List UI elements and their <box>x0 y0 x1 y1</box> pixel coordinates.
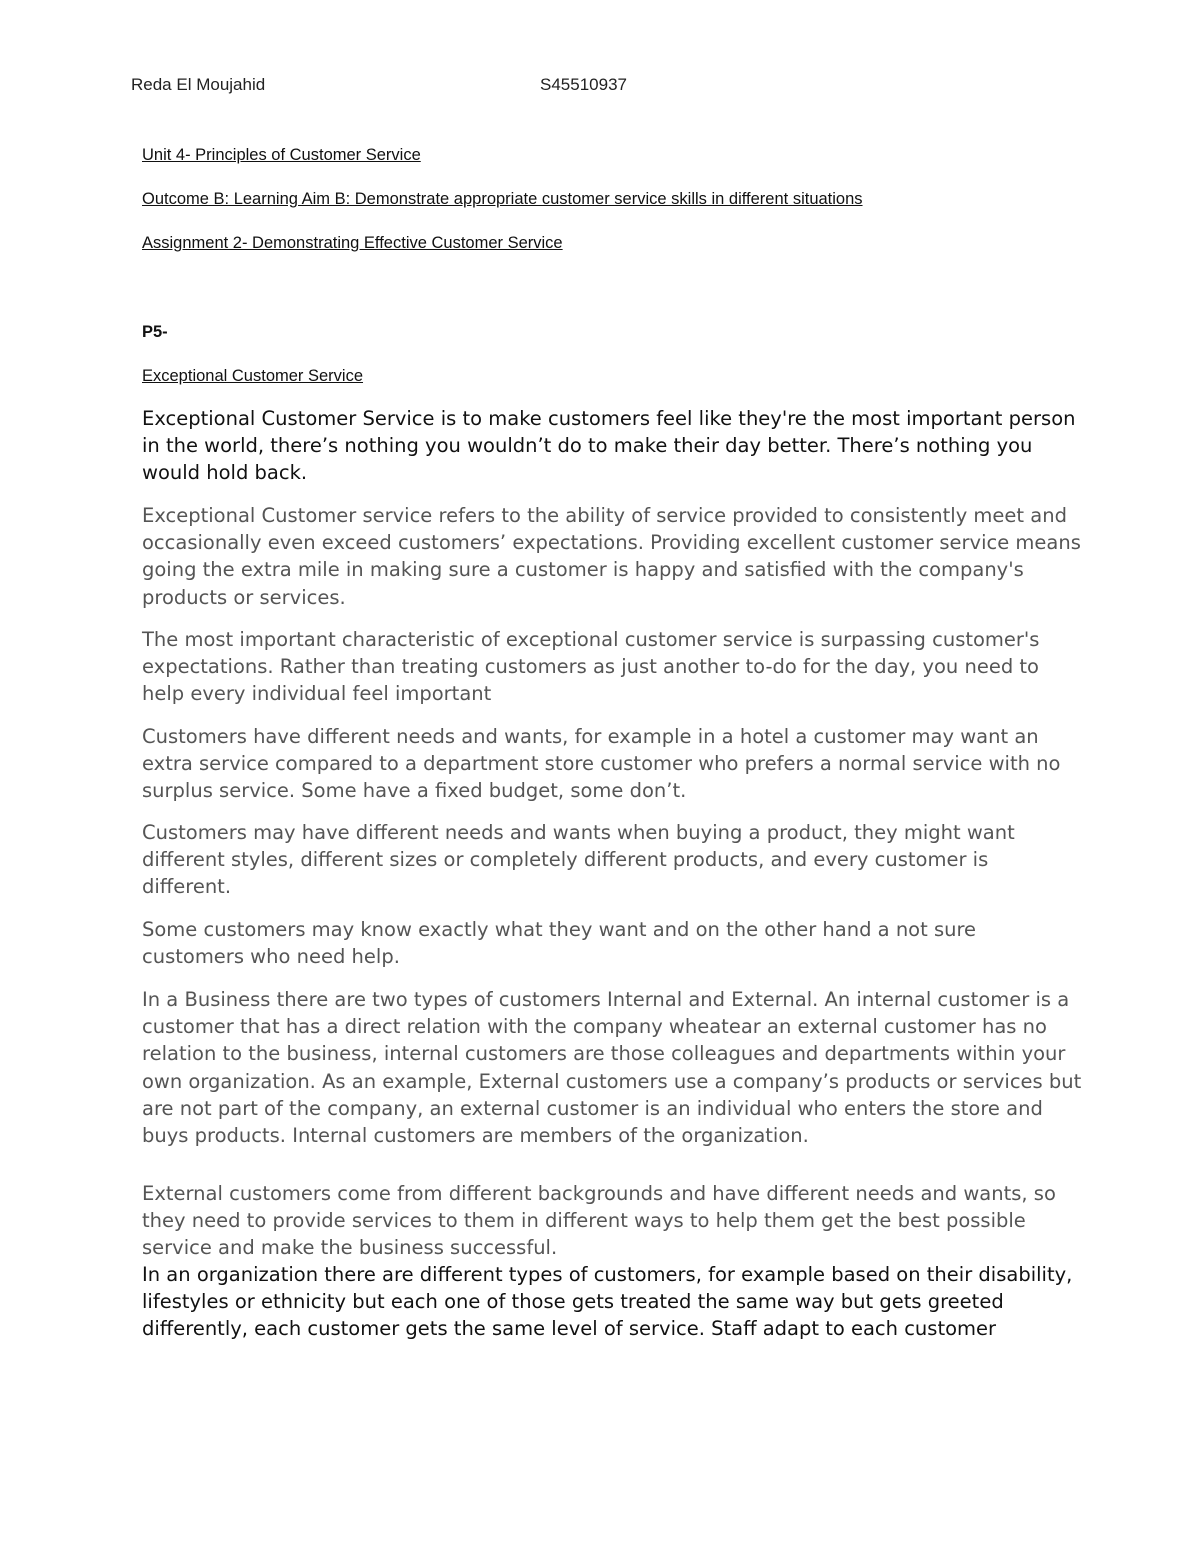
student-id: S45510937 <box>540 75 627 94</box>
paragraph-external-backgrounds: External customers come from different backgrounds and have different needs and wants, so they need to provide services to them in different ways to help them get the best possible service and make the business successful. <box>142 1182 1056 1260</box>
paragraph-customer-types: In an organization there are different types of customers, for example based on their disability, lifestyles or ethnicity but each one of those gets treated the same way but gets greeted differently, each customer gets the same level of service. Staff adapt to each customer <box>142 1263 1073 1341</box>
paragraph-meaning: Exceptional Customer service refers to the ability of service provided to consistently meet and occasionally even exceed customers’ expectations. Providing excellent customer service means going the extra mile in making sure a customer is happy and satisfied with the company's products or services. <box>142 504 1081 609</box>
paragraph-characteristic: The most important characteristic of exceptional customer service is surpassing customer's expectations. Rather than treating customers as just another to-do for the day, you need to help every individual feel important <box>142 628 1040 706</box>
section-title: Exceptional Customer Service <box>142 367 364 385</box>
assignment-heading: Assignment 2- Demonstrating Effective Customer Service <box>142 234 563 252</box>
paragraph-product-needs: Customers may have different needs and wants when buying a product, they might want different styles, different sizes or completely different products, and every customer is different. <box>142 821 1015 899</box>
paragraph-know-what-they-want: Some customers may know exactly what they want and on the other hand a not sure customers who need help. <box>142 918 977 969</box>
outcome-heading: Outcome B: Learning Aim B: Demonstrate appropriate customer service skills in different situations <box>142 190 863 208</box>
author-name: Reda El Moujahid <box>131 75 266 94</box>
paragraph-internal-external: In a Business there are two types of customers Internal and External. An internal customer is a customer that has a direct relation with the company wheatear an external customer has no relation to the business, internal customers are those colleagues and departments within your own organization. As an example, External customers use a company’s products or services but are not part of the company, an external customer is an individual who enters the store and buys products. Internal customers are members of the organization. <box>142 988 1082 1148</box>
unit-heading: Unit 4- Principles of Customer Service <box>142 146 421 164</box>
criterion-label: P5- <box>142 323 168 341</box>
paragraph-needs-wants: Customers have different needs and wants, for example in a hotel a customer may want an extra service compared to a department store customer who prefers a normal service with no surplus service. Some have a fixed budget, some don’t. <box>142 725 1061 803</box>
paragraph-definition: Exceptional Customer Service is to make customers feel like they're the most important person in the world, there’s nothing you wouldn’t do to make their day better. There’s nothing you would hold back. <box>142 407 1076 485</box>
